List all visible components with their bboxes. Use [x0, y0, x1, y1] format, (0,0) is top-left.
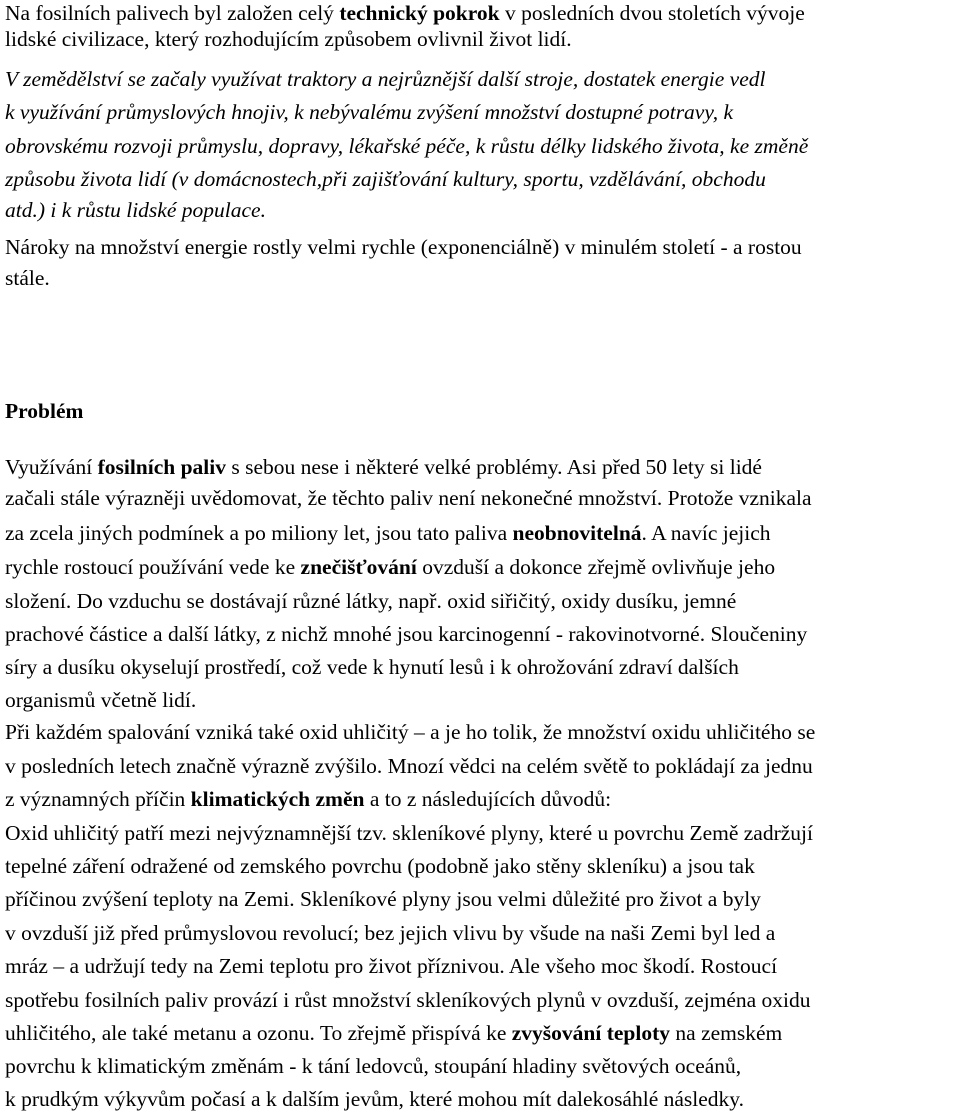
- body-line-10: v posledních letech značně výrazně zvýšilo. Mnozí vědci na celém světě to pokládají za jednu: [5, 754, 813, 778]
- body-line-3: za zcela jiných podmínek a po miliony let, jsou tato paliva neobnovitelná. A navíc jejich: [5, 521, 771, 545]
- body-line-5: složení. Do vzduchu se dostávají různé látky, např. oxid siřičitý, oxidy dusíku, jemné: [5, 589, 737, 613]
- body-line-6: prachové částice a další látky, z nichž mnohé jsou karcinogenní - rakovinotvorné. Sloučeniny: [5, 622, 808, 646]
- body-line-7: síry a dusíku okyselují prostředí, což vede k hynutí lesů i k ohrožování zdraví dalších: [5, 655, 739, 679]
- intro-line-8: Nároky na množství energie rostly velmi rychle (exponenciálně) v minulém století - a rostou: [5, 235, 802, 259]
- body-line-20: k prudkým výkyvům počasí a k dalším jevům, které mohou mít dalekosáhlé následky.: [5, 1087, 745, 1111]
- section-heading: Problém: [5, 399, 84, 423]
- intro-line-2: lidské civilizace, který rozhodujícím způsobem ovlivnil život lidí.: [5, 27, 572, 51]
- intro-line-9: stále.: [5, 266, 50, 290]
- body-line-1: Využívání fosilních paliv s sebou nese i některé velké problémy. Asi před 50 lety si lidé: [5, 455, 762, 479]
- intro-line-4: k využívání průmyslových hnojiv, k nebývalému zvýšení množství dostupné potravy, k: [5, 100, 733, 124]
- intro-line-1: Na fosilních palivech byl založen celý technický pokrok v posledních dvou stoletích vývoje: [5, 1, 805, 25]
- intro-line-3: V zemědělství se začaly využívat traktory a nejrůznější další stroje, dostatek energie vedl: [5, 67, 766, 91]
- intro-line-5: obrovskému rozvoji průmyslu, dopravy, lékařské péče, k růstu délky lidského života, ke změně: [5, 134, 809, 158]
- body-line-11: z významných příčin klimatických změn a to z následujících důvodů:: [5, 787, 612, 811]
- body-line-15: v ovzduší již před průmyslovou revolucí; bez jejich vlivu by všude na naši Zemi byl led a: [5, 921, 776, 945]
- body-line-16: mráz – a udržují tedy na Zemi teplotu pro život příznivou. Ale všeho moc škodí. Rostoucí: [5, 954, 778, 978]
- body-line-2: začali stále výrazněji uvědomovat, že těchto paliv není nekonečné množství. Protože vznikala: [5, 486, 812, 510]
- body-line-14: příčinou zvýšení teploty na Zemi. Skleníkové plyny jsou velmi důležité pro život a byly: [5, 887, 761, 911]
- body-line-4: rychle rostoucí používání vede ke znečišťování ovzduší a dokonce zřejmě ovlivňuje jeho: [5, 555, 776, 579]
- body-line-8: organismů včetně lidí.: [5, 688, 197, 712]
- body-line-13: tepelné záření odražené od zemského povrchu (podobně jako stěny skleníku) a jsou tak: [5, 854, 755, 878]
- body-line-19: povrchu k klimatickým změnám - k tání ledovců, stoupání hladiny světových oceánů,: [5, 1054, 742, 1078]
- body-line-17: spotřebu fosilních paliv provází i růst množství skleníkových plynů v ovzduší, zejména oxidu: [5, 988, 811, 1012]
- body-line-18: uhličitého, ale také metanu a ozonu. To zřejmě přispívá ke zvyšování teploty na zemském: [5, 1021, 783, 1045]
- body-line-9: Při každém spalování vzniká také oxid uhličitý – a je ho tolik, že množství oxidu uhličitého se: [5, 720, 816, 744]
- intro-line-7: atd.) i k růstu lidské populace.: [5, 198, 266, 222]
- intro-line-6: způsobu života lidí (v domácnostech,při zajišťování kultury, sportu, vzdělávání, obchodu: [5, 167, 766, 191]
- body-line-12: Oxid uhličitý patří mezi nejvýznamnější tzv. skleníkové plyny, které u povrchu Země zadržují: [5, 821, 813, 845]
